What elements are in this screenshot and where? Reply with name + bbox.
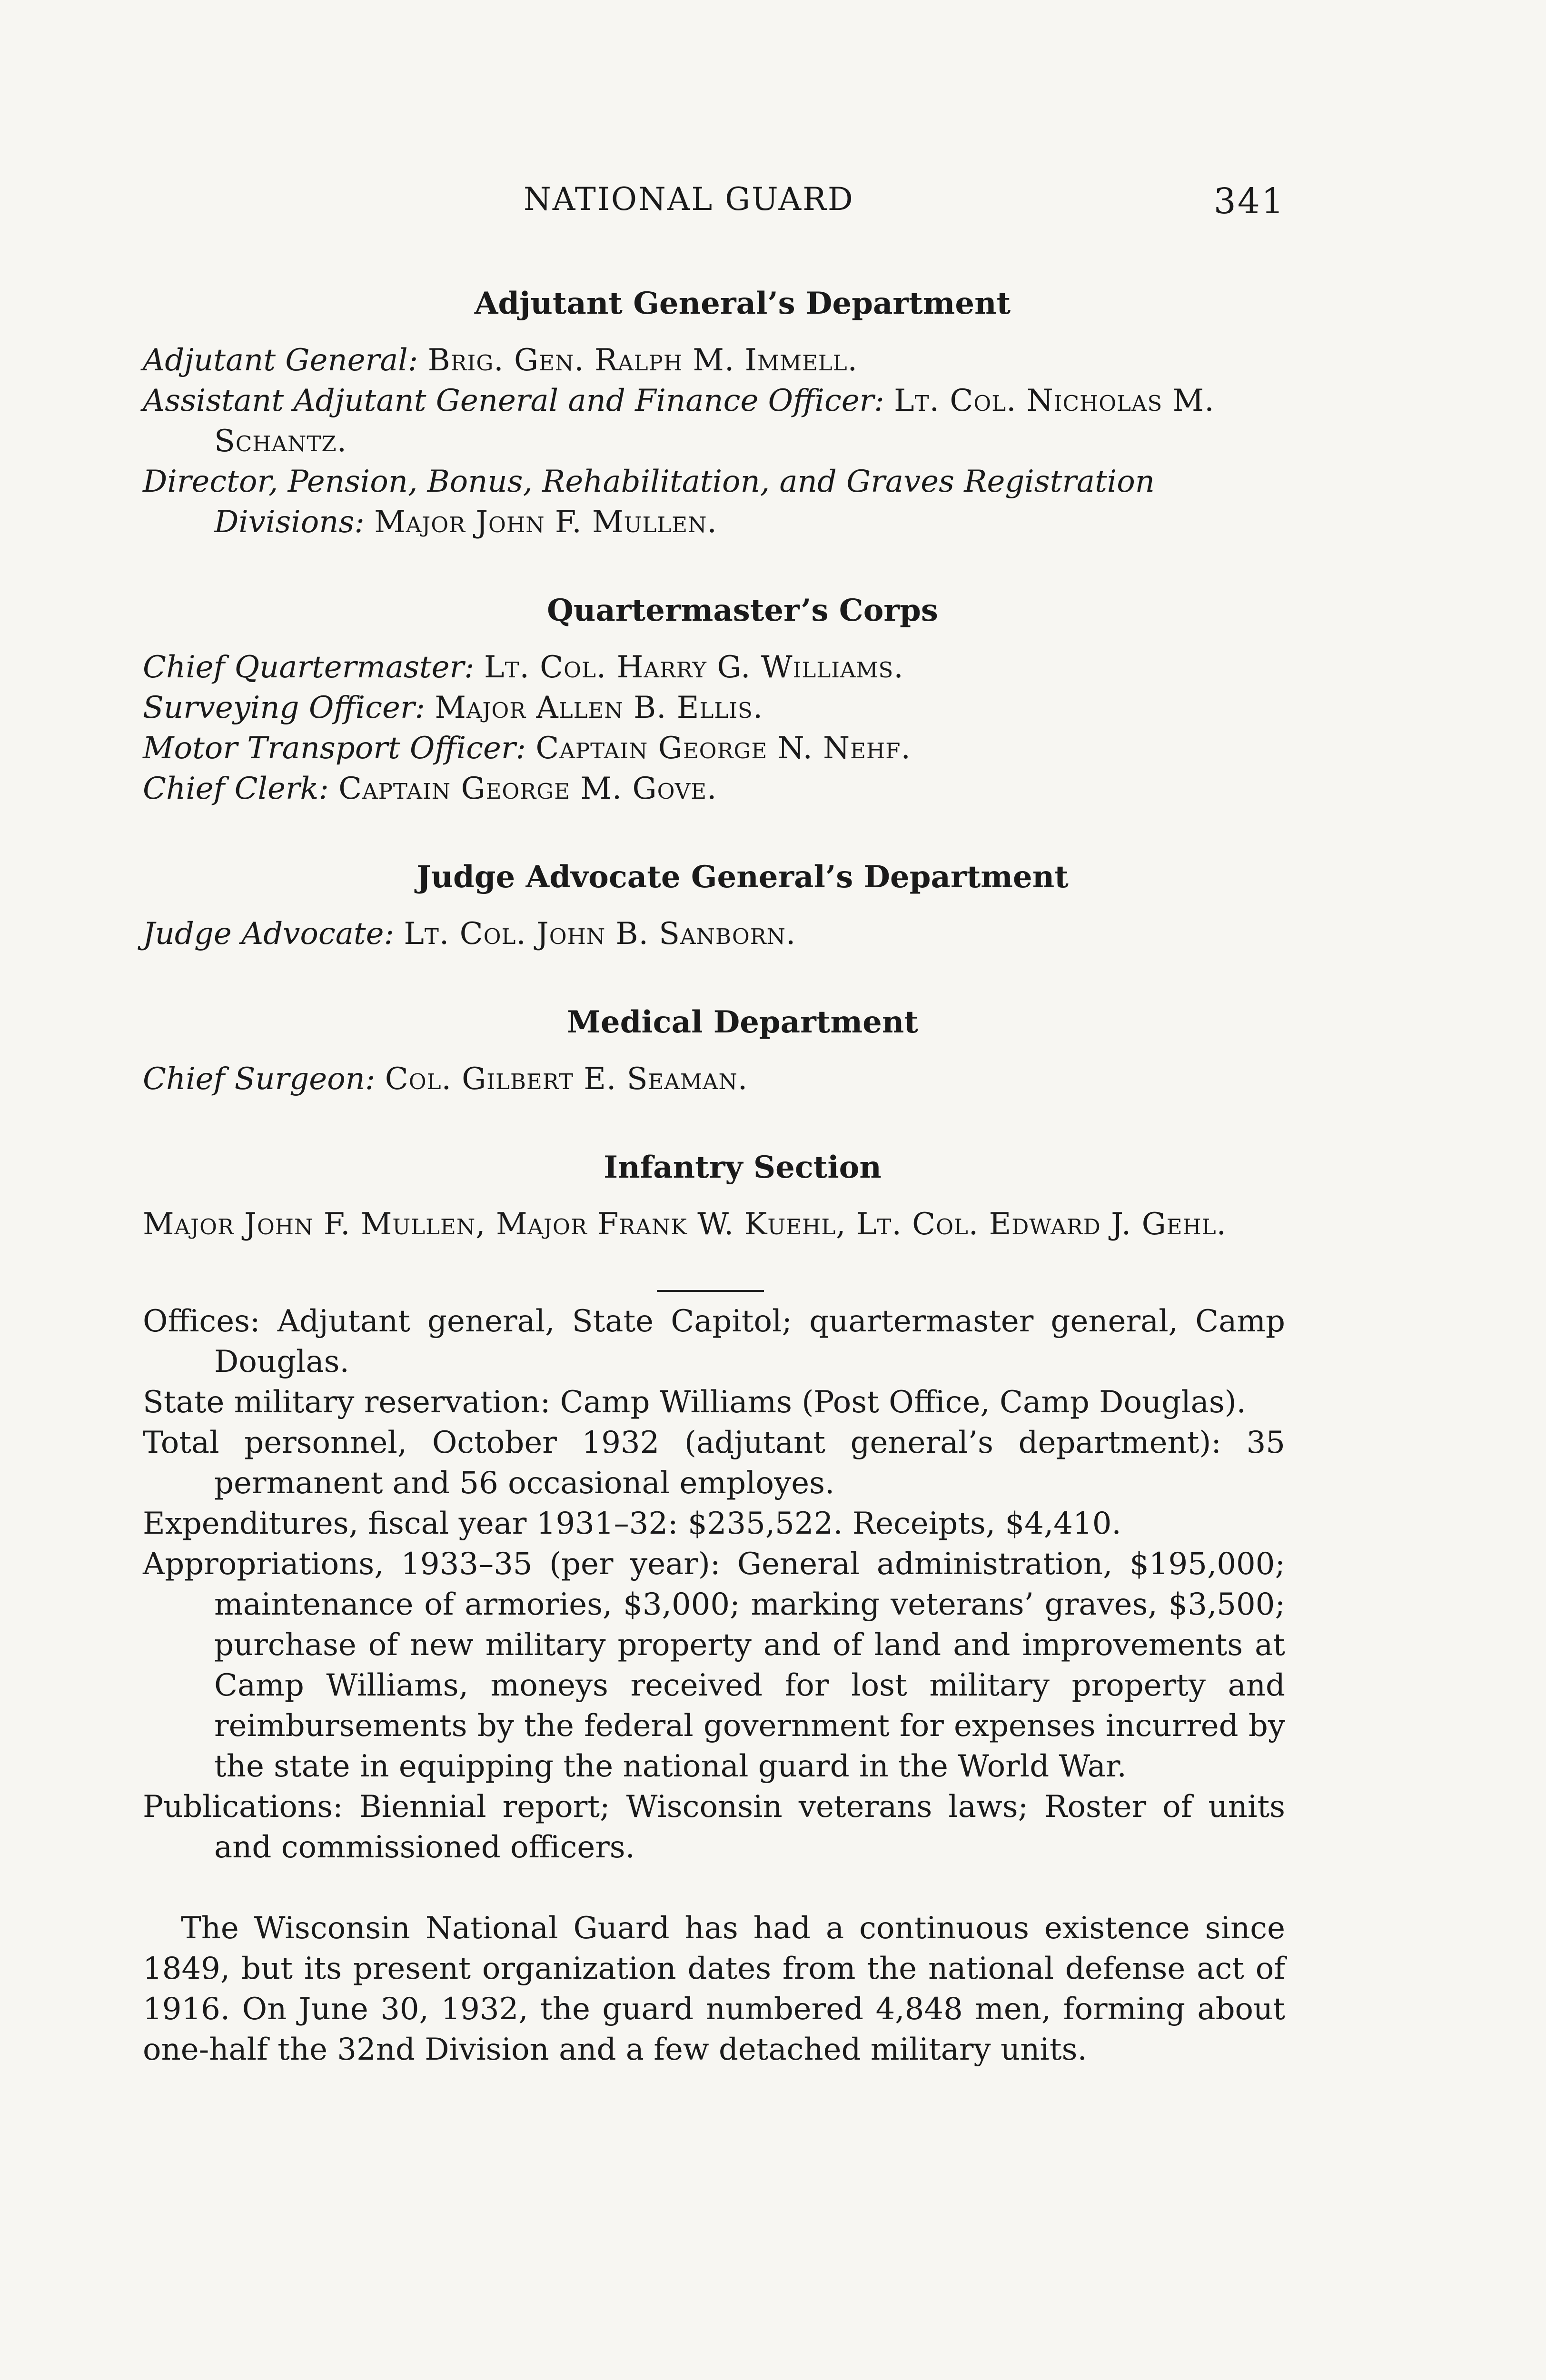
fact-item: Offices: Adjutant general, State Capitol; quartermaster general, Camp Douglas. (143, 1304, 1285, 1379)
officer-role: Judge Advocate: (143, 916, 395, 952)
header-title: NATIONAL GUARD (524, 181, 854, 218)
section-infantry-entries (143, 1204, 1285, 1245)
page-number: 341 (1213, 181, 1285, 222)
fact-item: Publications: Biennial report; Wisconsin veterans laws; Roster of units and commissioned officers. (143, 1789, 1285, 1865)
officer-entry (143, 914, 1285, 954)
section-medical-entries (143, 1059, 1285, 1100)
fact-item: Appropriations, 1933–35 (per year): General administration, $195,000; maintenance of armories, $3,000; marking veterans’ graves, $3,500; purchase of new military property and of land and improvements at Camp Williams, moneys received for lost military property and reimbursements by the federal government for expenses incurred by the state in equipping the national guard in the World War. (143, 1547, 1285, 1784)
officer-role: Director, Pension, Bonus, Rehabilitation, and Graves Registration Divisions: (143, 464, 1155, 540)
document-page (143, 181, 1285, 2070)
fact-item: Total personnel, October 1932 (adjutant general’s department): 35 permanent and 56 occasional employes. (143, 1425, 1285, 1501)
fact-item: State military reservation: Camp Williams (Post Office, Camp Douglas). (143, 1385, 1246, 1420)
officer-name: Lt. Col. Nicholas M. Schantz. (214, 383, 1215, 459)
officer-name: Captain George M. Gove. (338, 771, 717, 806)
officer-name: Major John F. Mullen, Major Frank W. Kuehl, Lt. Col. Edward J. Gehl. (143, 1207, 1227, 1242)
section-adjutant-entries (143, 340, 1285, 543)
officer-entry (143, 1204, 1285, 1245)
officer-entry (143, 1059, 1285, 1100)
section-heading-medical: Medical Department (567, 1004, 918, 1040)
officer-role: Chief Clerk: (143, 771, 329, 806)
running-header (143, 181, 1285, 233)
officer-entry (143, 462, 1285, 543)
facts-list (143, 1301, 1285, 1868)
section-heading-adjutant: Adjutant General’s Department (474, 286, 1011, 321)
officer-entry (143, 381, 1285, 462)
officer-name: Major John F. Mullen. (374, 505, 717, 540)
section-judge-advocate-entries (143, 914, 1285, 954)
officer-entry (143, 647, 1285, 688)
officer-name: Captain George N. Nehf. (535, 731, 911, 766)
section-heading-infantry: Infantry Section (604, 1150, 882, 1185)
officer-role: Assistant Adjutant General and Finance Officer: (143, 383, 884, 418)
officer-entry (143, 728, 1285, 769)
fact-item: Expenditures, fiscal year 1931–32: $235,522. Receipts, $4,410. (143, 1506, 1121, 1541)
officer-role: Surveying Officer: (143, 690, 425, 725)
officer-name: Major Allen B. Ellis. (435, 690, 763, 725)
officer-entry (143, 340, 1285, 381)
officer-role: Chief Surgeon: (143, 1061, 376, 1097)
section-quartermaster-entries (143, 647, 1285, 809)
officer-name: Col. Gilbert E. Seaman. (385, 1061, 748, 1097)
section-heading-quartermaster: Quartermaster’s Corps (547, 593, 938, 628)
officer-name: Brig. Gen. Ralph M. Immell. (427, 343, 858, 378)
officer-entry (143, 769, 1285, 809)
section-heading-judge-advocate: Judge Advocate General’s Department (416, 859, 1069, 895)
history-paragraph: The Wisconsin National Guard has had a continuous existence since 1849, but its present organization dates from the national defense act of 1916. On June 30, 1932, the guard numbered 4,848 men, forming about one-half the 32nd Division and a few detached military units. (143, 1911, 1285, 2067)
officer-role: Chief Quartermaster: (143, 650, 475, 685)
officer-entry (143, 688, 1285, 728)
officer-name: Lt. Col. John B. Sanborn. (404, 916, 796, 952)
officer-role: Adjutant General: (143, 343, 418, 378)
officer-role: Motor Transport Officer: (143, 731, 526, 766)
officer-name: Lt. Col. Harry G. Williams. (484, 650, 904, 685)
section-divider (657, 1290, 764, 1292)
